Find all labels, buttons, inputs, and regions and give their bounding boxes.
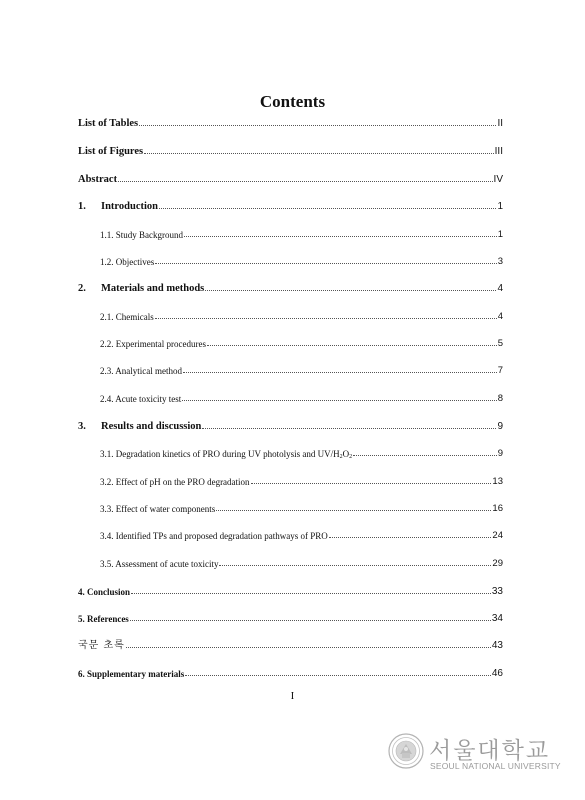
toc-page-number: 29 [492, 558, 503, 569]
toc-page-number: 3 [497, 256, 503, 267]
dot-leader [139, 125, 496, 126]
dot-leader [183, 372, 497, 373]
university-name-english: SEOUL NATIONAL UNIVERSITY [430, 761, 561, 771]
page-title: Contents [259, 92, 326, 111]
toc-label: 2.4. Acute toxicity test [100, 394, 182, 404]
toc-label: 3.4. Identified TPs and proposed degradation pathways of PRO [100, 531, 328, 541]
toc-page-number: 13 [492, 476, 503, 487]
toc-label: Abstract [78, 174, 118, 185]
toc-label: Introduction [101, 201, 158, 212]
toc-label: List of Tables [78, 118, 139, 129]
toc-label: 1.1. Study Background [100, 230, 183, 240]
toc-page-number: 1 [497, 229, 503, 240]
toc-page-number: 1 [497, 201, 503, 212]
dot-leader [155, 263, 496, 264]
toc-label: 3.1. Degradation kinetics of PRO during UV photolysis and $UV/H_2O_2$ [100, 449, 353, 460]
toc-label: 3.2. Effect of pH on the PRO degradation [100, 477, 250, 487]
toc-label: 2.3. Analytical method [100, 366, 182, 376]
toc-section-number: 3. [78, 421, 86, 432]
toc-label: 1.2. Objectives [100, 257, 155, 267]
toc-label: 5. References [78, 614, 129, 624]
toc-page-number: 4 [497, 311, 503, 322]
toc-entry-degradation-kinetics[interactable] [100, 445, 503, 459]
dot-leader [251, 483, 492, 484]
toc-page-number: IV [493, 174, 503, 185]
toc-label: 2.2. Experimental procedures [100, 339, 206, 349]
toc-page-number: 24 [492, 530, 503, 541]
dot-leader [182, 400, 496, 401]
dot-leader [219, 565, 491, 566]
toc-page-number: 7 [497, 365, 503, 376]
dot-leader [130, 620, 491, 621]
toc-page-number: 16 [492, 503, 503, 514]
dot-leader [144, 153, 494, 154]
toc-page-number: 46 [491, 668, 503, 679]
toc-label: Results and discussion [101, 421, 202, 432]
university-name-korean: 서울대학교 [429, 738, 551, 764]
page-number-footer: I [290, 690, 295, 702]
toc-entry-water-components[interactable] [100, 500, 503, 514]
toc-page-number: III [494, 146, 503, 157]
toc-page-number: 4 [497, 283, 503, 294]
dot-leader [205, 290, 496, 291]
toc-entry-korean-abstract[interactable] [78, 637, 503, 651]
toc-entry-results-discussion[interactable] [78, 418, 503, 432]
toc-label: 3.5. Assessment of acute toxicity [100, 559, 219, 569]
toc-entry-experimental-procedures[interactable] [100, 335, 503, 349]
dot-leader [202, 428, 496, 429]
toc-entry-chemicals[interactable] [100, 308, 503, 322]
dot-leader [353, 455, 497, 456]
university-seal-icon [388, 733, 424, 769]
dot-leader [131, 593, 491, 594]
dot-leader [118, 181, 492, 182]
toc-entry-materials-methods[interactable] [78, 280, 503, 294]
toc-page-number: 9 [497, 448, 503, 459]
toc-label: 3.3. Effect of water components [100, 504, 216, 514]
toc-label: 4. Conclusion [78, 587, 131, 597]
dot-leader [159, 208, 496, 209]
toc-page-number: 5 [497, 338, 503, 349]
toc-label: 6. Supplementary materials [78, 669, 185, 679]
toc-entry-study-background[interactable] [100, 226, 503, 240]
toc-page-number: 33 [491, 586, 503, 597]
dot-leader [155, 318, 497, 319]
toc-page-number: 34 [491, 613, 503, 624]
toc-entry-list-of-figures[interactable] [78, 143, 503, 157]
toc-entry-supplementary[interactable] [78, 665, 503, 679]
university-watermark [388, 730, 561, 778]
dot-leader [207, 345, 497, 346]
toc-entry-analytical-method[interactable] [100, 362, 503, 376]
toc-label: List of Figures [78, 146, 144, 157]
toc-entry-abstract[interactable] [78, 171, 503, 185]
toc-entry-list-of-tables[interactable] [78, 115, 503, 129]
toc-page-number: II [497, 118, 503, 129]
toc-label: 2.1. Chemicals [100, 312, 154, 322]
toc-section-number: 1. [78, 201, 86, 212]
dot-leader [126, 647, 491, 648]
toc-entry-effect-of-ph[interactable] [100, 473, 503, 487]
toc-entry-conclusion[interactable] [78, 583, 503, 597]
toc-label: 국문 초록 [78, 640, 125, 651]
dot-leader [185, 675, 491, 676]
toc-entry-acute-toxicity-assessment[interactable] [100, 555, 503, 569]
dot-leader [184, 236, 497, 237]
dot-leader [216, 510, 491, 511]
toc-section-number: 2. [78, 283, 86, 294]
toc-page-number: 8 [497, 393, 503, 404]
dot-leader [329, 537, 492, 538]
toc-page-number: 9 [497, 421, 503, 432]
toc-entry-objectives[interactable] [100, 253, 503, 267]
toc-label: Materials and methods [101, 283, 205, 294]
toc-entry-identified-tps[interactable] [100, 527, 503, 541]
toc-entry-acute-toxicity-test[interactable] [100, 390, 503, 404]
toc-entry-references[interactable] [78, 610, 503, 624]
toc-entry-introduction[interactable] [78, 198, 503, 212]
toc-page-number: 43 [491, 640, 503, 651]
